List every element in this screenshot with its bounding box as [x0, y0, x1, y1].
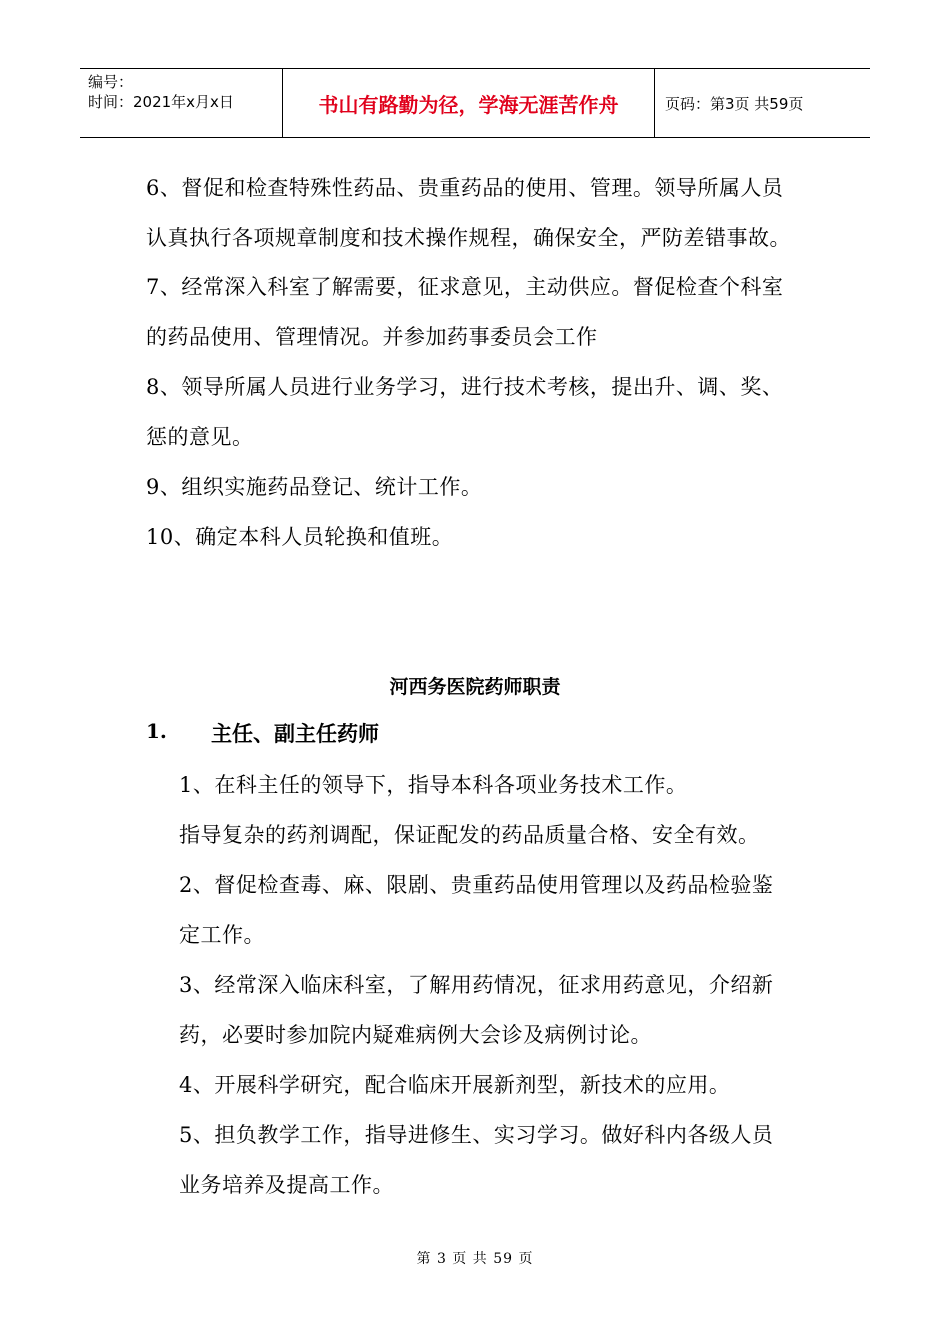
body-line: 1、在科主任的领导下，指导本科各项业务技术工作。	[179, 773, 688, 797]
page-footer: 第 3 页 共 59 页	[416, 1251, 534, 1267]
body-line: 9、组织实施药品登记、统计工作。	[146, 475, 483, 499]
document-title: 河西务医院药师职责	[389, 676, 561, 698]
number-label: 编号：	[88, 73, 134, 91]
section-number: 1.	[146, 719, 167, 743]
body-line: 10、确定本科人员轮换和值班。	[146, 525, 454, 549]
body-line: 业务培养及提高工作。	[179, 1173, 394, 1197]
body-line: 5、担负教学工作，指导进修生、实习学习。做好科内各级人员	[179, 1123, 774, 1147]
body-line: 定工作。	[179, 923, 265, 947]
header-meta	[80, 69, 283, 137]
body-line: 4、开展科学研究，配合临床开展新剂型，新技术的应用。	[179, 1073, 731, 1097]
body-line: 的药品使用、管理情况。并参加药事委员会工作	[146, 325, 598, 349]
body-line: 3、经常深入临床科室，了解用药情况，征求用药意见，介绍新	[179, 973, 774, 997]
body-line: 药，必要时参加院内疑难病例大会诊及病例讨论。	[179, 1023, 652, 1047]
body-line: 认真执行各项规章制度和技术操作规程，确保安全，严防差错事故。	[146, 226, 791, 250]
body-line: 6、督促和检查特殊性药品、贵重药品的使用、管理。领导所属人员	[146, 176, 784, 200]
header-motto: 书山有路勤为径，学海无涯苦作舟	[283, 69, 655, 137]
page-header	[80, 68, 870, 138]
body-line: 7、经常深入科室了解需要，征求意见，主动供应。督促检查个科室	[146, 275, 784, 299]
body-line: 8、领导所属人员进行业务学习，进行技术考核，提出升、调、奖、	[146, 375, 784, 399]
body-line: 惩的意见。	[146, 425, 254, 449]
body-line: 指导复杂的药剂调配，保证配发的药品质量合格、安全有效。	[179, 823, 760, 847]
header-page-info: 页码：第3页 共59页	[665, 94, 804, 113]
section-title: 主任、副主任药师	[211, 722, 379, 746]
body-line: 2、督促检查毒、麻、限剧、贵重药品使用管理以及药品检验鉴	[179, 873, 774, 897]
date-label: 时间：2021年x月x日	[88, 93, 234, 111]
